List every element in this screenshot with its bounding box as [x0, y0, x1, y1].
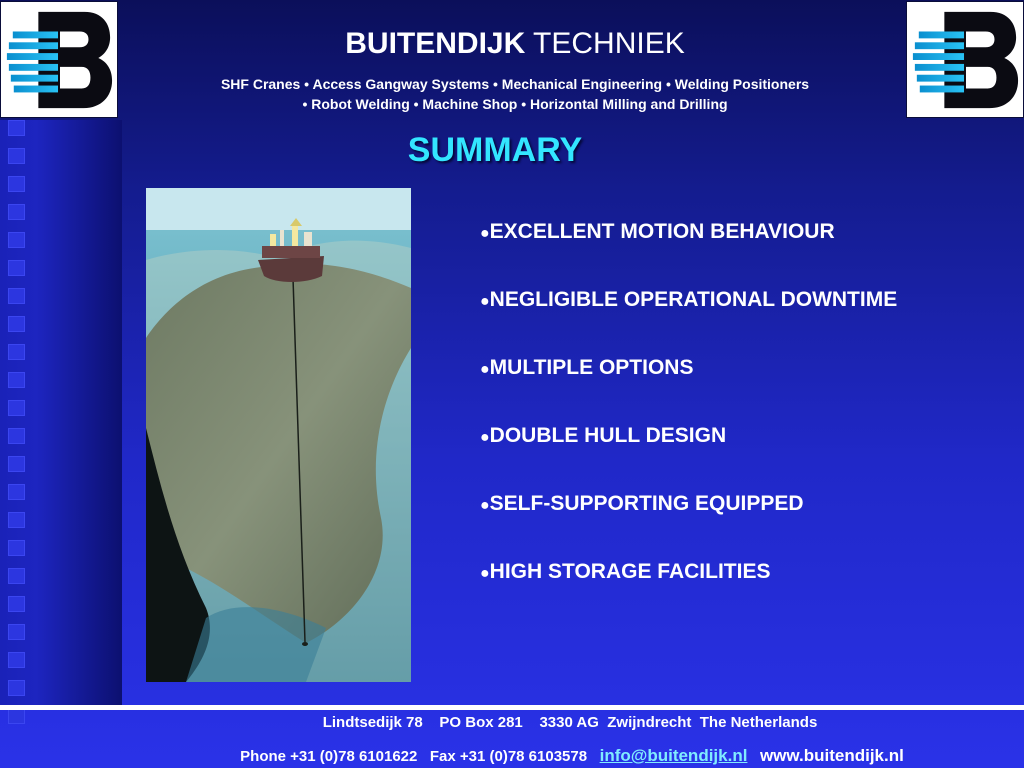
bullet-item: [480, 418, 897, 486]
bullet-glyph: ●: [480, 361, 490, 378]
bullet-text: HIGH STORAGE FACILITIES: [489, 560, 771, 583]
bullet-glyph: ●: [480, 429, 490, 446]
services-line-1: SHF Cranes • Access Gangway Systems • Mechanical Engineering • Welding Positioners: [220, 76, 810, 92]
bullet-glyph: ●: [480, 565, 490, 582]
website-link[interactable]: www.buitendijk.nl: [759, 746, 904, 765]
bullet-text: MULTIPLE OPTIONS: [489, 356, 694, 379]
bullet-item: [480, 554, 897, 622]
company-logo-left: [0, 1, 118, 118]
bullet-text: EXCELLENT MOTION BEHAVIOUR: [489, 220, 835, 243]
bullet-text: SELF-SUPPORTING EQUIPPED: [489, 492, 804, 515]
bullet-text: NEGLIGIBLE OPERATIONAL DOWNTIME: [489, 288, 898, 311]
bullet-item: [480, 350, 897, 418]
slide-title: SUMMARY: [407, 131, 583, 169]
footer-phone-fax: Phone +31 (0)78 6101622 Fax +31 (0)78 6103578: [240, 748, 600, 765]
bullet-item: [480, 486, 897, 554]
filmstrip-decoration: [4, 120, 26, 706]
company-name-rest: TECHNIEK: [525, 27, 685, 60]
footer-divider: [0, 705, 1024, 710]
buitendijk-b-logo-icon: [907, 2, 1023, 117]
bullet-text: DOUBLE HULL DESIGN: [489, 424, 727, 447]
company-name: [130, 26, 900, 62]
buitendijk-b-logo-icon: [1, 2, 117, 117]
bullet-item: [480, 282, 897, 350]
summary-bullet-list: [480, 214, 897, 622]
services-line-2: • Robot Welding • Machine Shop • Horizontal Milling and Drilling: [302, 96, 728, 112]
fpso-seabed-illustration: [146, 188, 411, 682]
bullet-glyph: ●: [480, 293, 490, 310]
footer-address: Lindtsedijk 78 PO Box 281 3330 AG Zwijndrecht The Netherlands: [322, 714, 818, 731]
bullet-glyph: ●: [480, 225, 490, 242]
bullet-glyph: ●: [480, 497, 490, 514]
company-logo-right: [906, 1, 1024, 118]
footer-contact-line: [120, 745, 1024, 768]
company-name-bold: BUITENDIJK: [345, 27, 526, 60]
bullet-item: [480, 214, 897, 282]
email-link[interactable]: info@buitendijk.nl: [599, 746, 748, 765]
